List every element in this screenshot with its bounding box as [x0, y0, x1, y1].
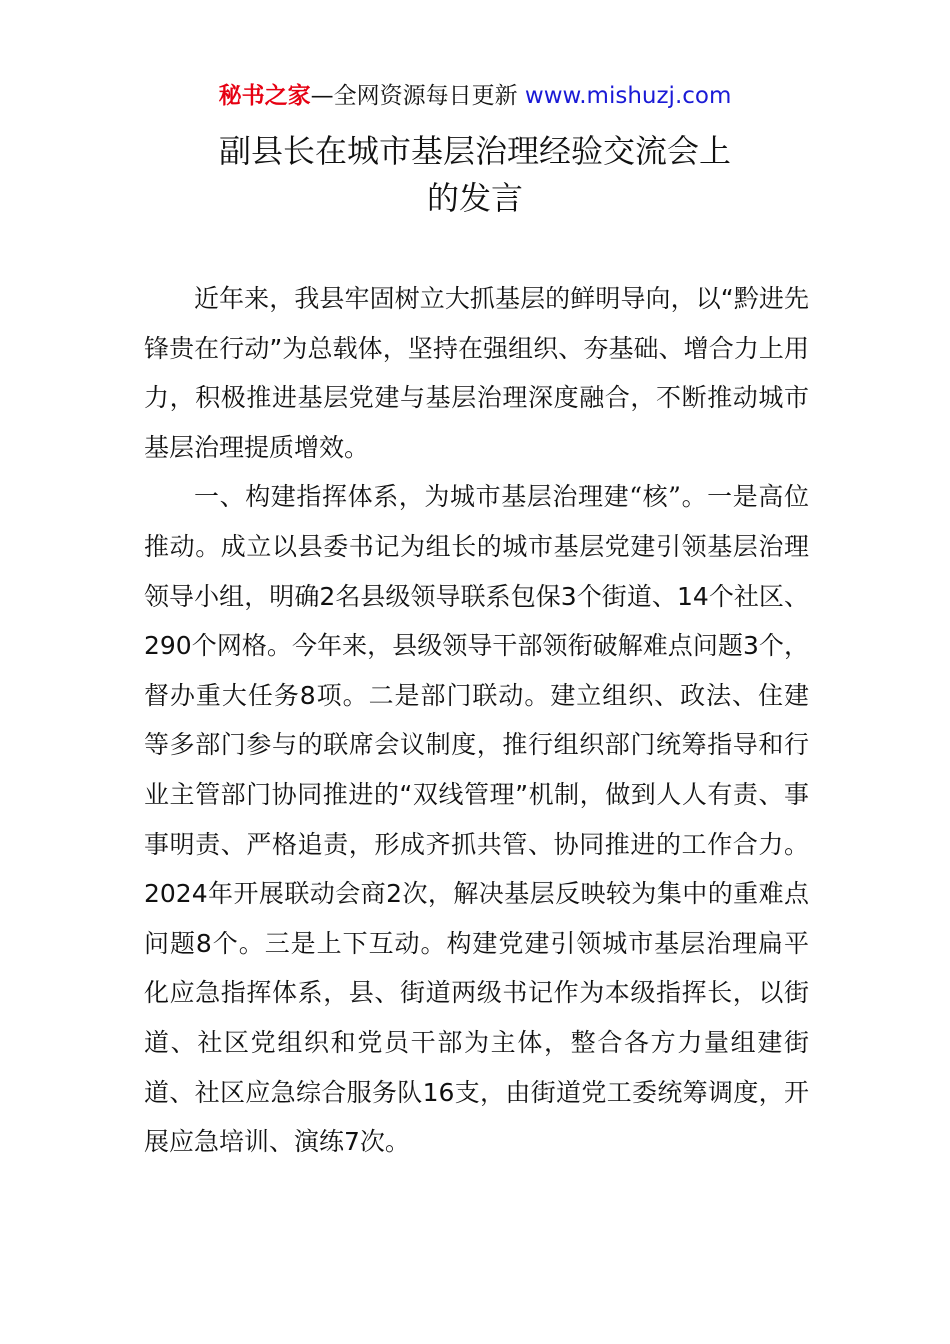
section-one-paragraph	[144, 472, 809, 1166]
intro-paragraph-text: 近年来，我县牢固树立大抓基层的鲜明导向，以“黔进先锋贵在行动”为总载体，坚持在强组织、夯基础、增合力上用力，积极推进基层党建与基层治理深度融合，不断推动城市基层治理提质增效。	[144, 284, 809, 462]
site-url-link[interactable]: www.mishuzj.com	[524, 83, 732, 109]
section-one-text: 一是高位推动。成立以县委书记为组长的城市基层党建引领基层治理领导小组，明确2名县级领导联系包保3个街道、14个社区、290个网格。今年来，县级领导干部领衔破解难点问题3个，督办重大任务8项。二是部门联动。建立组织、政法、住建等多部门参与的联席会议制度，推行组织部门统筹指导和行业主管部门协同推进的“双线管理”机制，做到人人有责、事事明责、严格追责，形成齐抓共管、协同推进的工作合力。2024年开展联动会商2次，解决基层反映较为集中的重难点问题8个。三是上下互动。构建党建引领城市基层治理扁平化应急指挥体系，县、街道两级书记作为本级指挥长，以街道、社区党组织和党员干部为主体，整合各方力量组建街道、社区应急综合服务队16支，由街道党工委统筹调度，开展应急培训、演练7次。	[144, 482, 809, 1157]
intro-paragraph	[144, 274, 809, 472]
document-title-line-2: 的发言	[426, 179, 523, 217]
brand-name: 秘书之家	[218, 83, 311, 109]
section-one-heading: 一、构建指挥体系，为城市基层治理建“核”。	[194, 482, 708, 512]
document-title	[0, 128, 950, 222]
document-title-line-1: 副县长在城市基层治理经验交流会上	[218, 132, 731, 170]
site-header	[0, 80, 950, 112]
document-body	[144, 274, 809, 1167]
site-tagline: —全网资源每日更新	[310, 83, 518, 109]
